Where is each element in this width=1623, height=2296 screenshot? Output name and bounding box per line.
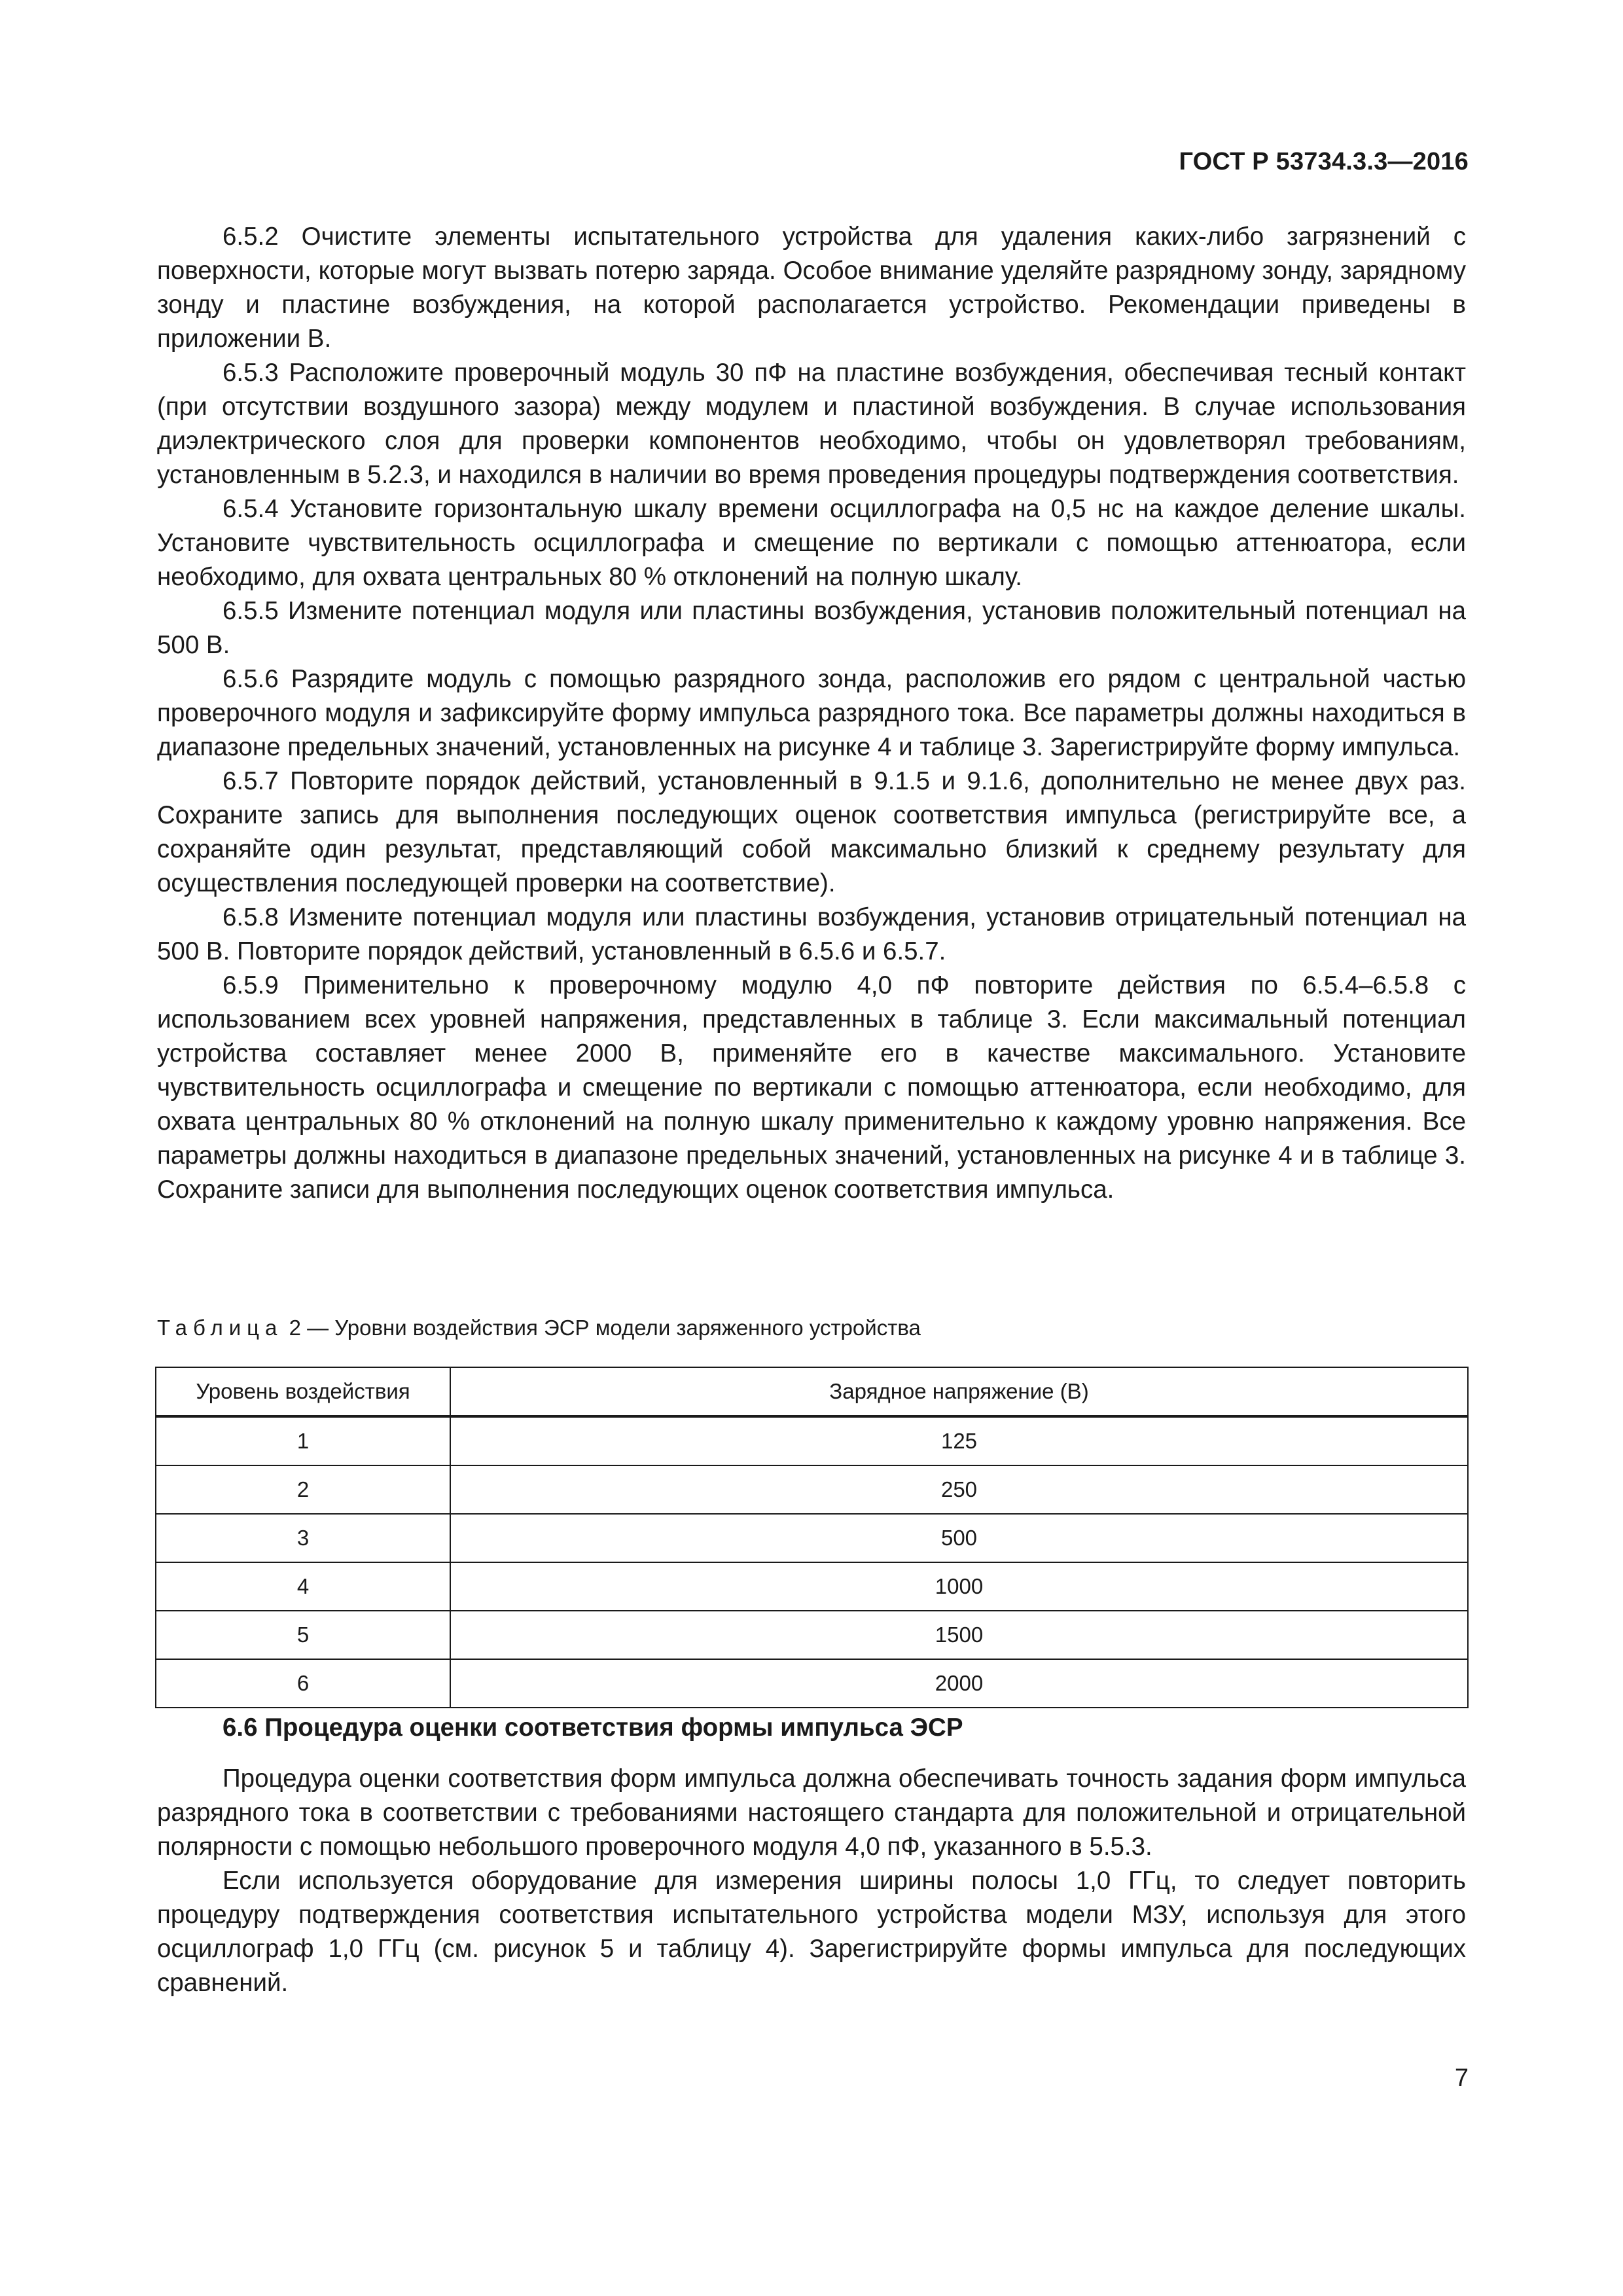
- table-cell-level: 2: [156, 1465, 450, 1514]
- table-cell-level: 3: [156, 1514, 450, 1562]
- table-cell-voltage: 250: [450, 1465, 1468, 1514]
- section-6-6: [157, 1711, 1466, 2000]
- table-header-row: [156, 1367, 1468, 1416]
- section-heading: 6.6 Процедура оценки соответствия формы импульса ЭСР: [223, 1713, 963, 1742]
- paragraph-6-5-3: 6.5.3 Расположите проверочный модуль 30 пФ на пластине возбуждения, обеспечивая тесный контакт (при отсутствии воздушного зазора) между модулем и пластиной возбуждения. В случае использования диэлектрического слоя для проверки компонентов необходимо, чтобы он удовлетворял требованиям, установленным в 5.2.3, и находился в наличии во время проведения процедуры подтверждения соответствия.: [157, 359, 1466, 489]
- paragraph-6-5-8: 6.5.8 Измените потенциал модуля или пластины возбуждения, установив отрицательный потенциал на 500 В. Повторите порядок действий, установленный в 6.5.6 и 6.5.7.: [157, 903, 1466, 965]
- paragraph-6-5-5: 6.5.5 Измените потенциал модуля или пластины возбуждения, установив положительный потенциал на 500 В.: [157, 597, 1466, 659]
- table-cell-voltage: 125: [450, 1416, 1468, 1465]
- page-number: 7: [1454, 2064, 1469, 2092]
- table-cell-level: 1: [156, 1416, 450, 1465]
- table-cell-level: 5: [156, 1611, 450, 1659]
- table-cell-voltage: 2000: [450, 1659, 1468, 1708]
- table-cell-voltage: 500: [450, 1514, 1468, 1562]
- table-cell-voltage: 1000: [450, 1562, 1468, 1611]
- paragraph-6-5-6: 6.5.6 Разрядите модуль с помощью разрядного зонда, расположив его рядом с центральной частью проверочного модуля и зафиксируйте форму импульса разрядного тока. Все параметры должны находиться в диапазоне предельных значений, установленных на рисунке 4 и таблице 3. Зарегистрируйте форму импульса.: [157, 665, 1466, 761]
- table-row: [156, 1416, 1468, 1465]
- table-row: [156, 1514, 1468, 1562]
- body-text: [157, 220, 1466, 1207]
- table-caption-title: 2 — Уровни воздействия ЭСР модели заряженного устройства: [289, 1316, 921, 1340]
- table-cell-level: 6: [156, 1659, 450, 1708]
- section-paragraph: Процедура оценки соответствия форм импульса должна обеспечивать точность задания форм импульса разрядного тока в соответствии с требованиями настоящего стандарта для положительной и отрицательной полярности с помощью небольшого проверочного модуля 4,0 пФ, указанного в 5.5.3.: [157, 1765, 1466, 1861]
- exposure-levels-table: [155, 1367, 1469, 1708]
- paragraph-6-5-7: 6.5.7 Повторите порядок действий, установленный в 9.1.5 и 9.1.6, дополнительно не менее двух раз. Сохраните запись для выполнения последующих оценок соответствия импульса (регистрируйте все, а сохраняйте один результат, представляющий собой максимально близкий к среднему результату для осуществления последующей проверки на соответствие).: [157, 767, 1466, 897]
- table-header-voltage: Зарядное напряжение (В): [450, 1367, 1468, 1416]
- table-row: [156, 1611, 1468, 1659]
- document-id-header: ГОСТ Р 53734.3.3—2016: [1179, 148, 1469, 175]
- table-row: [156, 1465, 1468, 1514]
- section-paragraph: Если используется оборудование для измерения ширины полосы 1,0 ГГц, то следует повторить процедуру подтверждения соответствия испытательного устройства модели МЗУ, используя для этого осциллограф 1,0 ГГц (см. рисунок 5 и таблицу 4). Зарегистрируйте формы импульса для последующих сравнений.: [157, 1867, 1466, 1997]
- table-caption: [157, 1316, 921, 1340]
- table-row: [156, 1659, 1468, 1708]
- table-header-level: Уровень воздействия: [156, 1367, 450, 1416]
- paragraph-6-5-9: 6.5.9 Применительно к проверочному модулю 4,0 пФ повторите действия по 6.5.4–6.5.8 с использованием всех уровней напряжения, представленных в таблице 3. Если максимальный потенциал устройства составляет менее 2000 В, применяйте его в качестве максимального. Установите чувствительность осциллографа и смещение по вертикали с помощью аттенюатора, если необходимо, для охвата центральных 80 % отклонений на полную шкалу применительно к каждому уровню напряжения. Все параметры должны находиться в диапазоне предельных значений, установленных на рисунке 4 и в таблице 3. Сохраните записи для выполнения последующих оценок соответствия импульса.: [157, 971, 1466, 1204]
- table-cell-level: 4: [156, 1562, 450, 1611]
- table-cell-voltage: 1500: [450, 1611, 1468, 1659]
- table-row: [156, 1562, 1468, 1611]
- paragraph-6-5-4: 6.5.4 Установите горизонтальную шкалу времени осциллографа на 0,5 нс на каждое деление шкалы. Установите чувствительность осциллографа и смещение по вертикали с помощью аттенюатора, если необходимо, для охвата центральных 80 % отклонений на полную шкалу.: [157, 495, 1466, 591]
- table-caption-label: Таблица: [157, 1316, 283, 1340]
- paragraph-6-5-2: 6.5.2 Очистите элементы испытательного устройства для удаления каких-либо загрязнений с поверхности, которые могут вызвать потерю заряда. Особое внимание уделяйте разрядному зонду, зарядному зонду и пластине возбуждения, на которой располагается устройство. Рекомендации приведены в приложении В.: [157, 223, 1466, 353]
